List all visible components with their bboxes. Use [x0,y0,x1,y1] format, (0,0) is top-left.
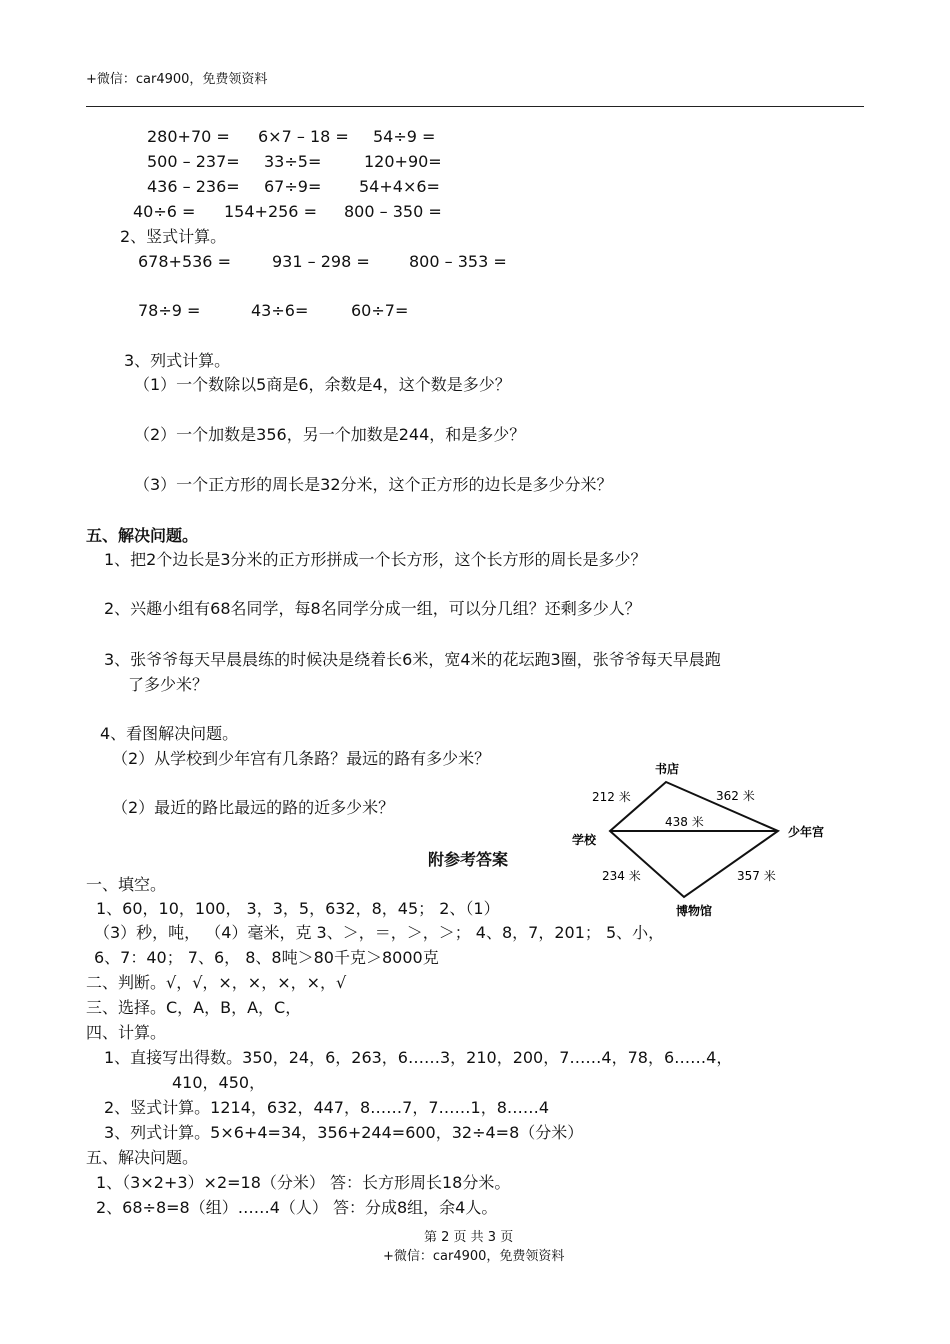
vertical-item: 78÷9 = [138,301,201,320]
label-youth-palace: 少年宫 [788,825,825,839]
answer-line: 四、计算。 [86,1023,167,1042]
label-school: 学校 [572,833,597,847]
distance-school-palace: 438 米 [665,815,704,829]
vertical-item: 800 – 353 = [409,252,507,271]
oral-item: 500 – 237= [147,152,240,171]
answer-line: 一、填空。 [86,875,167,894]
oral-item: 54÷9 = [373,127,436,146]
problem-3-line-1: 3、张爷爷每天早晨晨练的时候决是绕着长6米，宽4米的花坛跑3圈，张爷爷每天早晨跑 [104,650,721,669]
label-bookstore: 书店 [655,762,680,776]
answer-line: 1、直接写出得数。350，24，6，263，6……3，210，200，7……4，78，6……4， [104,1048,733,1067]
answers-title: 附参考答案 [428,850,509,869]
expr-title: 3、列式计算。 [124,351,231,370]
oral-item: 280+70 = [147,127,230,146]
label-museum: 博物馆 [676,904,713,918]
oral-item: 154+256 = [224,202,317,221]
oral-item: 120+90= [364,152,442,171]
answer-line: 410，450， [172,1073,266,1092]
header-divider [86,106,864,107]
answer-line: 6、7：40； 7、6， 8、8吨＞80千克＞8000克 [94,948,439,967]
problem-2: 2、兴趣小组有68名同学，每8名同学分成一组，可以分几组？还剩多少人？ [104,599,641,618]
answer-line: 二、判断。√，√，×，×，×，×，√ [86,973,347,992]
oral-item: 6×7 – 18 = [258,127,349,146]
vertical-title: 2、竖式计算。 [120,227,227,246]
footer-wechat: +微信：car4900，免费领资料 [383,1249,565,1264]
answer-line: 2、竖式计算。1214，632，447，8……7，7……1，8……4 [104,1098,550,1117]
vertical-item: 60÷7= [351,301,409,320]
answer-line: 1、（3×2+3）×2=18（分米） 答：长方形周长18分米。 [96,1173,511,1192]
answer-line: 1、60，10，100， 3，3，5，632，8，45； 2、（1） [96,899,500,918]
section-5-title: 五、解决问题。 [86,526,199,545]
oral-item: 54+4×6= [359,177,440,196]
expr-question-2: （2）一个加数是356，另一个加数是244，和是多少？ [134,425,526,444]
answer-line: 三、选择。C，A，B，A，C， [86,998,302,1017]
distance-school-museum: 234 米 [602,869,641,883]
answer-line: （3）秒，吨， （4）毫米，克 3、＞，＝，＞，＞； 4、8，7，201； 5、小， [94,923,665,942]
vertical-item: 43÷6= [251,301,309,320]
distance-museum-palace: 357 米 [737,869,776,883]
answer-line: 2、68÷8=8（组）……4（人） 答：分成8组，余4人。 [96,1198,498,1217]
vertical-item: 931 – 298 = [272,252,370,271]
vertical-item: 678+536 = [138,252,231,271]
problem-1: 1、把2个边长是3分米的正方形拼成一个长方形，这个长方形的周长是多少？ [104,550,647,569]
route-map-diagram [560,755,840,925]
oral-item: 800 – 350 = [344,202,442,221]
oral-item: 67÷9= [264,177,322,196]
problem-3-line-2: 了多少米？ [128,675,209,694]
distance-bookstore-palace: 362 米 [716,789,755,803]
expr-question-3: （3）一个正方形的周长是32分米，这个正方形的边长是多少分米？ [134,475,613,494]
header-wechat: +微信：car4900，免费领资料 [86,72,268,87]
problem-4-question-2: （2）最近的路比最远的路的近多少米？ [112,798,395,817]
oral-item: 33÷5= [264,152,322,171]
oral-item: 436 – 236= [147,177,240,196]
problem-4-title: 4、看图解决问题。 [100,724,239,743]
answer-line: 3、列式计算。5×6+4=34，356+244=600，32÷4=8（分米） [104,1123,584,1142]
oral-item: 40÷6 = [133,202,196,221]
footer-page-number: 第 2 页 共 3 页 [424,1230,514,1245]
problem-4-question-1: （2）从学校到少年宫有几条路？最远的路有多少米？ [112,749,491,768]
distance-school-bookstore: 212 米 [592,790,631,804]
expr-question-1: （1）一个数除以5商是6，余数是4，这个数是多少？ [134,375,511,394]
answer-line: 五、解决问题。 [86,1148,199,1167]
